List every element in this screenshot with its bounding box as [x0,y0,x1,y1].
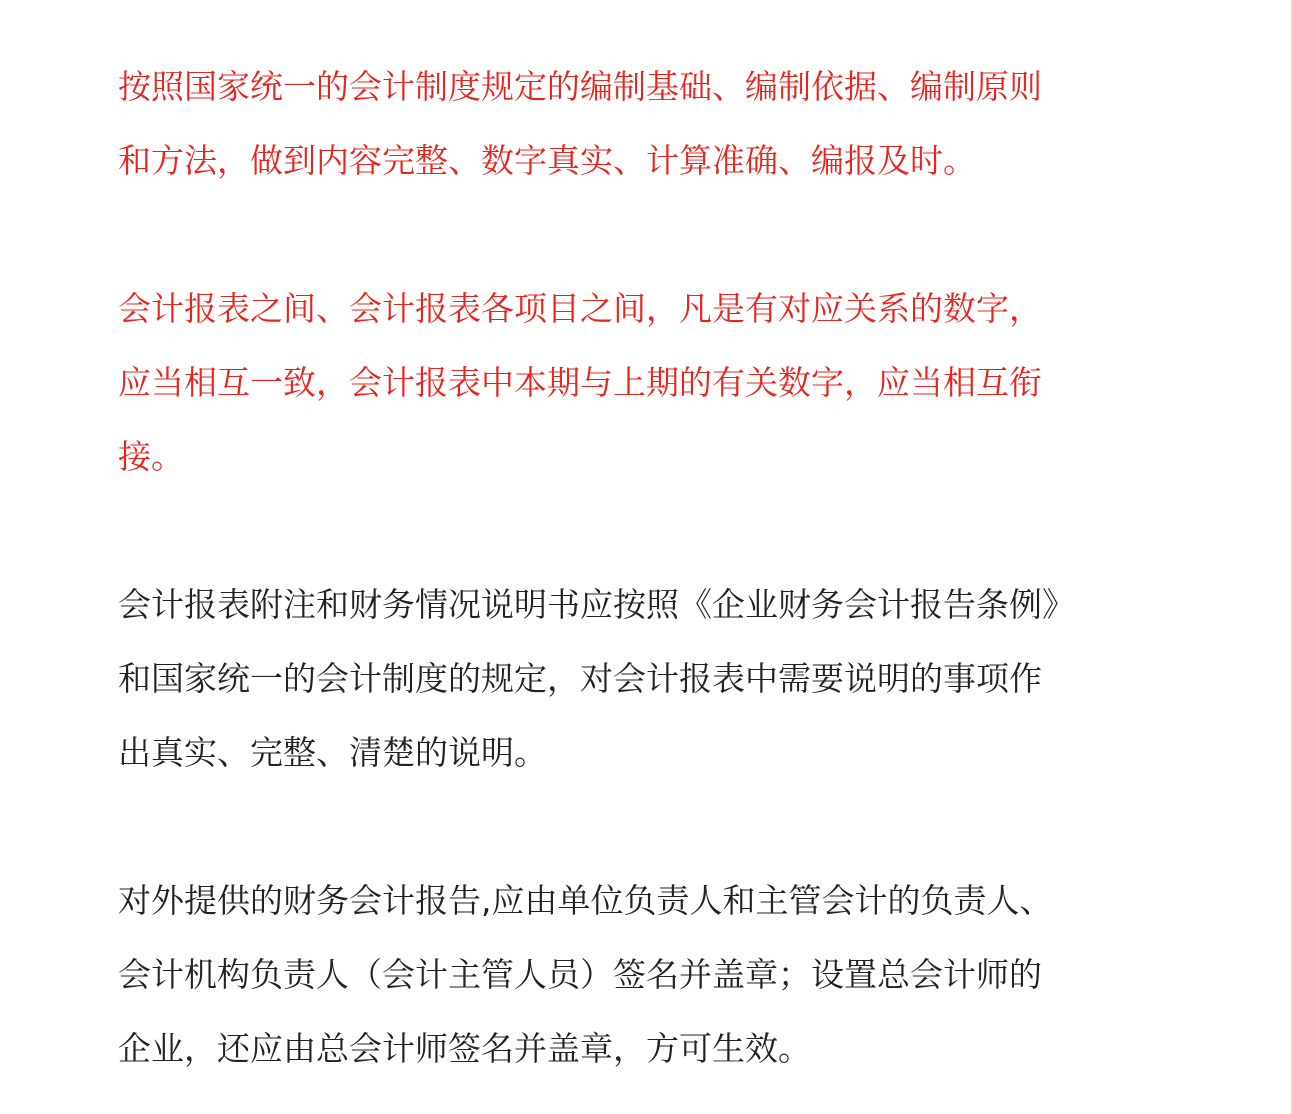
article-body [118,50,1118,1086]
paragraph-line: 和方法，做到内容完整、数字真实、计算准确、编报及时。 [118,141,976,180]
paragraph-line: 会计机构负责人（会计主管人员）签名并盖章；设置总会计师的 [118,955,1042,994]
paragraph-consistency-requirements [118,272,1118,494]
paragraph-compilation-requirements [118,50,1118,198]
paragraph-line: 应当相互一致，会计报表中本期与上期的有关数字，应当相互衔 [118,363,1042,402]
paragraph-signature-requirements [118,864,1118,1086]
paragraph-spacer [118,198,1118,272]
paragraph-spacer [118,790,1118,864]
paragraph-notes-requirements [118,568,1118,790]
paragraph-line: 出真实、完整、清楚的说明。 [118,733,547,772]
paragraph-line: 对外提供的财务会计报告,应由单位负责人和主管会计的负责人、 [118,881,1053,920]
paragraph-line: 和国家统一的会计制度的规定，对会计报表中需要说明的事项作 [118,659,1042,698]
paragraph-line: 接。 [118,437,184,476]
paragraph-spacer [118,494,1118,568]
paragraph-line: 企业，还应由总会计师签名并盖章，方可生效。 [118,1029,811,1068]
paragraph-line: 按照国家统一的会计制度规定的编制基础、编制依据、编制原则 [118,67,1042,106]
paragraph-line: 会计报表附注和财务情况说明书应按照《企业财务会计报告条例》 [118,585,1075,624]
paragraph-line: 会计报表之间、会计报表各项目之间，凡是有对应关系的数字， [118,289,1042,328]
